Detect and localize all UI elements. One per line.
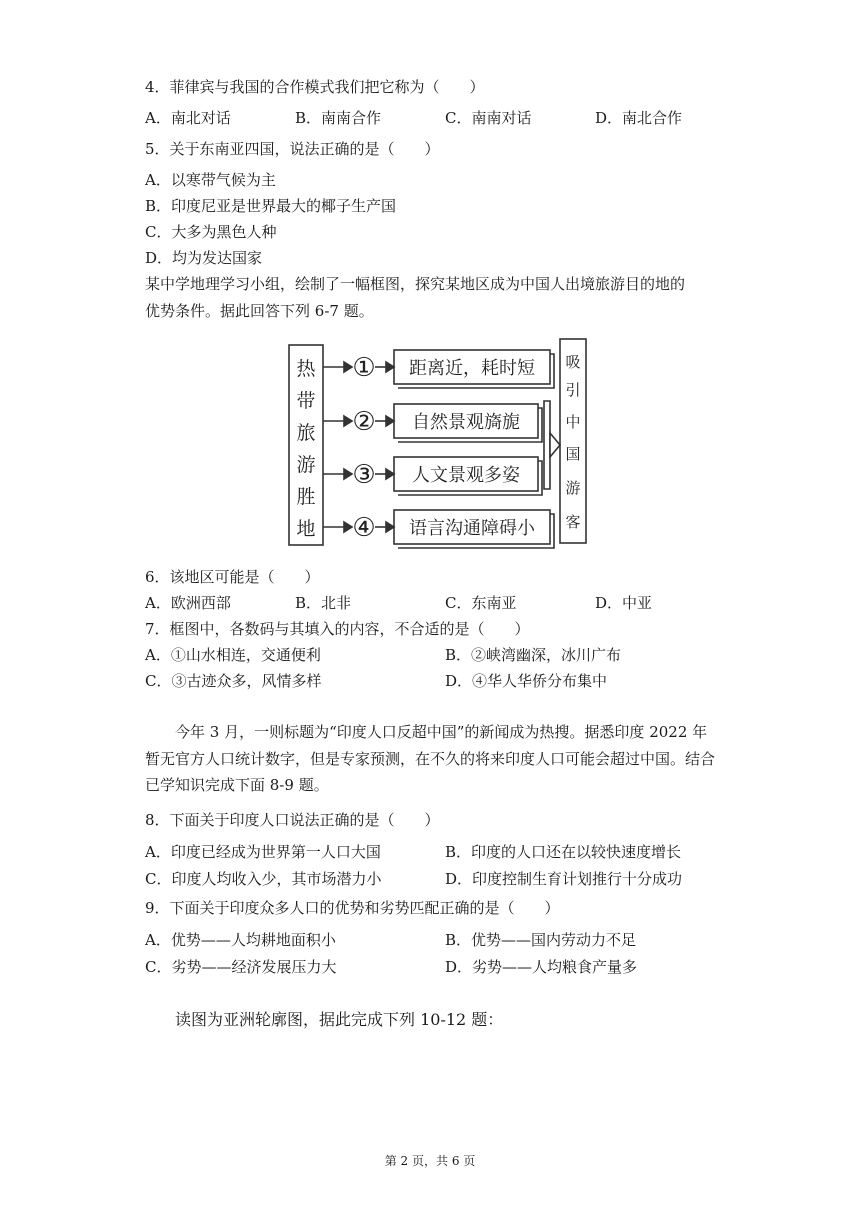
box-3-text: 人文景观多姿 [412,465,520,486]
left-char-4: 游 [296,454,316,476]
q8-option-b: B．印度的人口还在以较快速度增长 [445,843,682,861]
left-char-1: 热 [296,358,316,380]
left-char-2: 带 [296,390,316,412]
intro-8-9: 今年 3 月，一则标题为“印度人口反超中国”的新闻成为热搜。据悉印度 2022 年暂无官方人口统计数字，但是专家预测，在不久的将来印度人口可能会超过中国。结合已学知识完成下面 8-9 题。 [145,723,716,794]
q5-stem: 5．关于东南亚四国，说法正确的是（ ） [145,140,440,158]
q8-option-a: A．印度已经成为世界第一人口大国 [145,843,381,861]
right-char-2: 引 [565,381,581,399]
q4-option-a: A．南北对话 [145,109,231,127]
tourism-flow-diagram [280,335,592,557]
intro-6-7-line2: 优势条件。据此回答下列 6-7 题。 [145,302,374,320]
q9-option-b: B．优势——国内劳动力不足 [445,931,637,949]
intro-6-7-line1: 某中学地理学习小组，绘制了一幅框图，探究某地区成为中国人出境旅游目的地的 [145,275,686,293]
left-char-3: 旅 [296,422,316,444]
q6-option-a: A．欧洲西部 [145,594,231,612]
box-2-text: 自然景观旖旎 [412,412,520,433]
q9-stem: 9．下面关于印度众多人口的优势和劣势匹配正确的是（ ） [145,899,560,917]
left-char-6: 地 [296,518,316,540]
q4-stem: 4．菲律宾与我国的合作模式我们把它称为（ ） [145,78,485,96]
box-1-text: 距离近，耗时短 [409,358,535,379]
intro-10-12: 读图为亚洲轮廓图，据此完成下列 10-12 题： [175,1010,504,1029]
q8-option-d: D．印度控制生育计划推行十分成功 [445,870,683,888]
q6-option-d: D．中亚 [595,594,653,612]
right-char-3: 中 [565,413,581,431]
q8-option-c: C．印度人均收入少，其市场潜力小 [145,870,382,888]
page-footer: 第 2 页，共 6 页 [384,1154,476,1168]
q9-option-c: C．劣势——经济发展压力大 [145,958,337,976]
left-char-5: 胜 [296,486,316,508]
q7-option-a: A．①山水相连，交通便利 [145,646,321,664]
q8-stem: 8．下面关于印度人口说法正确的是（ ） [145,811,440,829]
q6-stem: 6．该地区可能是（ ） [145,568,320,586]
right-char-6: 客 [565,513,581,531]
q9-option-d: D．劣势——人均粮食产量多 [445,958,638,976]
q7-stem: 7．框图中，各数码与其填入的内容，不合适的是（ ） [145,620,530,638]
q6-option-b: B．北非 [295,594,352,612]
q5-option-a: A．以寒带气候为主 [145,171,276,189]
q4-option-b: B．南南合作 [295,109,382,127]
circle-number-3: ③ [352,460,376,490]
q7-option-b: B．②峡湾幽深，冰川广布 [445,646,622,664]
q9-option-a: A．优势——人均耕地面积小 [145,931,336,949]
q4-option-c: C．南南对话 [445,109,532,127]
q5-option-d: D．均为发达国家 [145,249,263,267]
q6-option-c: C．东南亚 [445,594,517,612]
circle-number-4: ④ [352,513,376,543]
circle-number-1: ① [352,353,376,383]
right-char-4: 国 [565,445,581,463]
q5-option-c: C．大多为黑色人种 [145,223,277,241]
q7-option-d: D．④华人华侨分布集中 [445,672,608,690]
q7-option-c: C．③古迹众多，风情多样 [145,672,322,690]
right-char-1: 吸 [565,353,581,371]
circle-number-2: ② [352,407,376,437]
box-4-text: 语言沟通障碍小 [409,518,535,539]
right-char-5: 游 [565,479,581,497]
q5-option-b: B．印度尼亚是世界最大的椰子生产国 [145,197,397,215]
q4-option-d: D．南北合作 [595,109,683,127]
